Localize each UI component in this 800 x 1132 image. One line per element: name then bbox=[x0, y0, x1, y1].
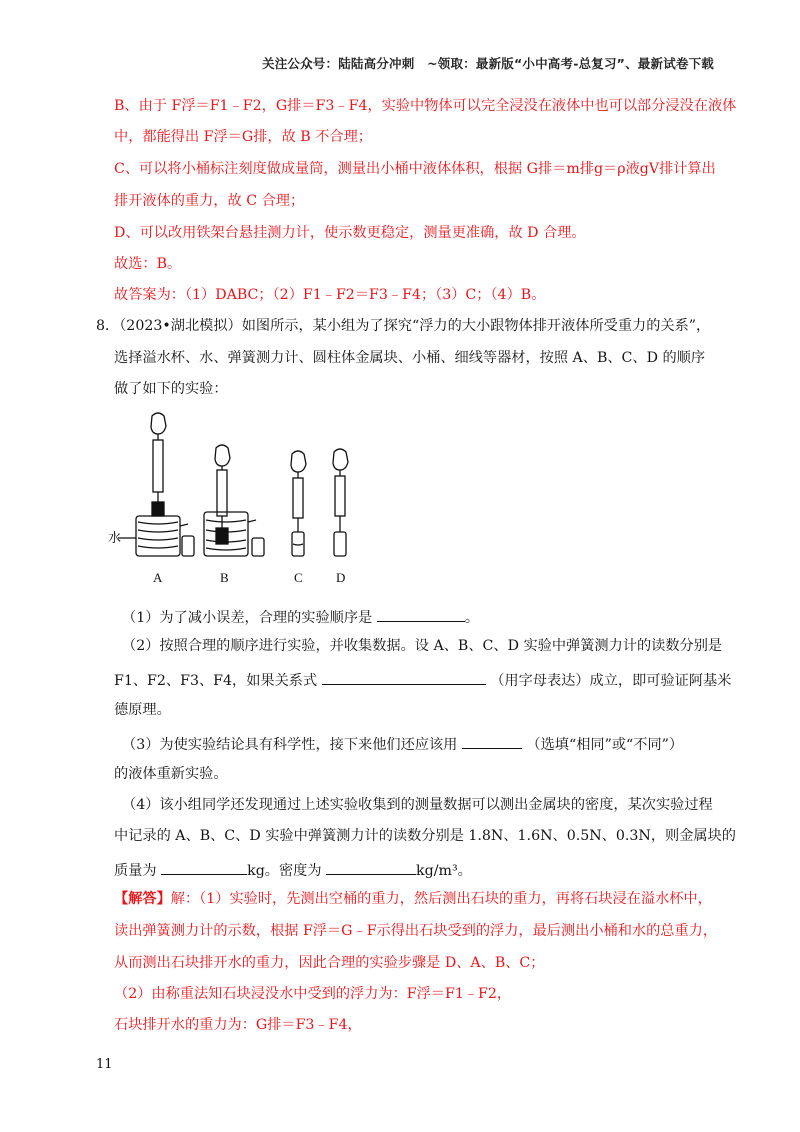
solution-d-line: D、可以改用铁架台悬挂测力计，使示数更稳定，测量更准确，故 D 合理。 bbox=[114, 225, 586, 241]
part2-line3: 德原理。 bbox=[114, 702, 171, 718]
part4-line1: （4）该小组同学还发现通过上述实验收集到的测量数据可以测出金属块的密度，某次实验过程 bbox=[122, 797, 713, 813]
part2-text-a: F1、F2、F3、F4，如果关系式 bbox=[114, 673, 318, 689]
solution-choice: 故选：B。 bbox=[114, 256, 182, 272]
bucket-b bbox=[252, 538, 264, 556]
spring-scale-a bbox=[153, 440, 163, 492]
part4-line2: 中记录的 A、B、C、D 实验中弹簧测力计的读数分别是 1.8N、1.6N、0.5N、0.3N，则金属块的 bbox=[114, 828, 736, 844]
part2-line2 bbox=[114, 670, 731, 690]
solution-c-line1: C、可以将小桶标注刻度做成量筒，测量出小桶中液体体积，根据 G排＝m排g＝ρ液gV排计算出 bbox=[114, 161, 716, 177]
hand-a bbox=[151, 413, 166, 434]
part1 bbox=[122, 607, 479, 627]
solution-line5: 石块排开水的重力为：G排＝F3﹣F4， bbox=[114, 1017, 362, 1033]
page-number: 11 bbox=[96, 1057, 113, 1072]
part2-line1: （2）按照合理的顺序进行实验，并收集数据。设 A、B、C、D 实验中弹簧测力计的读数分别是 bbox=[122, 638, 723, 654]
part3-line1 bbox=[122, 734, 683, 754]
figure-label-b: B bbox=[220, 570, 229, 585]
hand-b bbox=[215, 445, 230, 466]
part4-text-b: kg。密度为 bbox=[247, 863, 322, 879]
page-header: 关注公众号：陆陆高分冲刺 ~领取：最新版“小中高考-总复习”、最新试卷下载 bbox=[262, 56, 714, 71]
part1-end: 。 bbox=[464, 610, 479, 626]
solution-b-line2: 中，都能得出 F浮＝G排，故 B 不合理； bbox=[114, 129, 372, 145]
figure-label-d: D bbox=[336, 570, 346, 585]
part3-line2: 的液体重新实验。 bbox=[114, 766, 228, 782]
part4-text-a: 质量为 bbox=[114, 863, 157, 879]
solution-line1-text: 解：（1）实验时，先测出空桶的重力，然后测出石块的重力，再将石块浸在溢水杯中， bbox=[170, 891, 712, 907]
hand-d bbox=[333, 449, 348, 470]
solution-c-line2: 排开液体的重力，故 C 合理； bbox=[114, 193, 305, 209]
solution-b-line1: B、由于 F浮＝F1﹣F2，G排＝F3﹣F4，实验中物体可以完全浸没在液体中也可以部分浸没在液体 bbox=[114, 98, 737, 114]
part3-answer-blank[interactable] bbox=[462, 734, 522, 749]
part1-text: （1）为了减小误差，合理的实验顺序是 bbox=[122, 610, 373, 626]
bucket-d bbox=[334, 532, 346, 556]
metal-block-b bbox=[216, 528, 228, 544]
part3-text-a: （3）为使实验结论具有科学性，接下来他们还应该用 bbox=[122, 737, 458, 753]
solution-line1 bbox=[114, 891, 712, 908]
part4-density-blank[interactable] bbox=[326, 860, 416, 875]
question-number: 8． bbox=[96, 318, 120, 334]
question-stem-text: （2023•湖北模拟）如图所示，某小组为了探究“浮力的大小跟物体排开液体所受重力的关系”， bbox=[119, 318, 711, 334]
hand-c bbox=[291, 451, 306, 472]
spring-scale-d bbox=[335, 476, 345, 516]
part2-text-b: （用字母表达）成立，即可验证阿基米 bbox=[490, 673, 732, 689]
part2-answer-blank[interactable] bbox=[322, 670, 486, 685]
solution-line4: （2）由称重法知石块浸没水中受到的浮力为：F浮＝F1﹣F2， bbox=[114, 986, 512, 1002]
part4-text-c: kg/m³。 bbox=[416, 863, 472, 879]
bucket-a bbox=[182, 536, 194, 556]
question-stem-line1 bbox=[96, 318, 710, 335]
spring-scale-b bbox=[217, 470, 227, 516]
solution-tag: 【解答】 bbox=[114, 891, 171, 907]
solution-answer: 故答案为：（1）DABC；（2）F1﹣F2＝F3﹣F4；（3）C；（4）B。 bbox=[114, 287, 546, 303]
question-stem-line3: 做了如下的实验： bbox=[114, 381, 228, 397]
figure-label-a: A bbox=[153, 570, 163, 585]
part4-line3 bbox=[114, 860, 472, 880]
question-stem-line2: 选择溢水杯、水、弹簧测力计、圆柱体金属块、小桶、细线等器材，按照 A、B、C、D 的顺序 bbox=[114, 350, 706, 366]
figure-label-c: C bbox=[294, 570, 303, 585]
part1-answer-blank[interactable] bbox=[377, 607, 465, 622]
overflow-cup-a bbox=[136, 516, 180, 556]
part4-mass-blank[interactable] bbox=[161, 860, 247, 875]
experiment-figure bbox=[108, 408, 368, 590]
solution-line2: 读出弹簧测力计的示数，根据 F浮＝G﹣F示得出石块受到的浮力，最后测出小桶和水的总重力， bbox=[114, 923, 718, 939]
solution-line3: 从而测出石块排开水的重力，因此合理的实验步骤是 D、A、B、C； bbox=[114, 955, 545, 971]
metal-block-a bbox=[152, 502, 164, 516]
part3-text-b: （选填“相同”或“不同”） bbox=[526, 737, 684, 753]
spring-scale-c bbox=[293, 478, 303, 518]
water-label: 水 bbox=[108, 530, 122, 545]
